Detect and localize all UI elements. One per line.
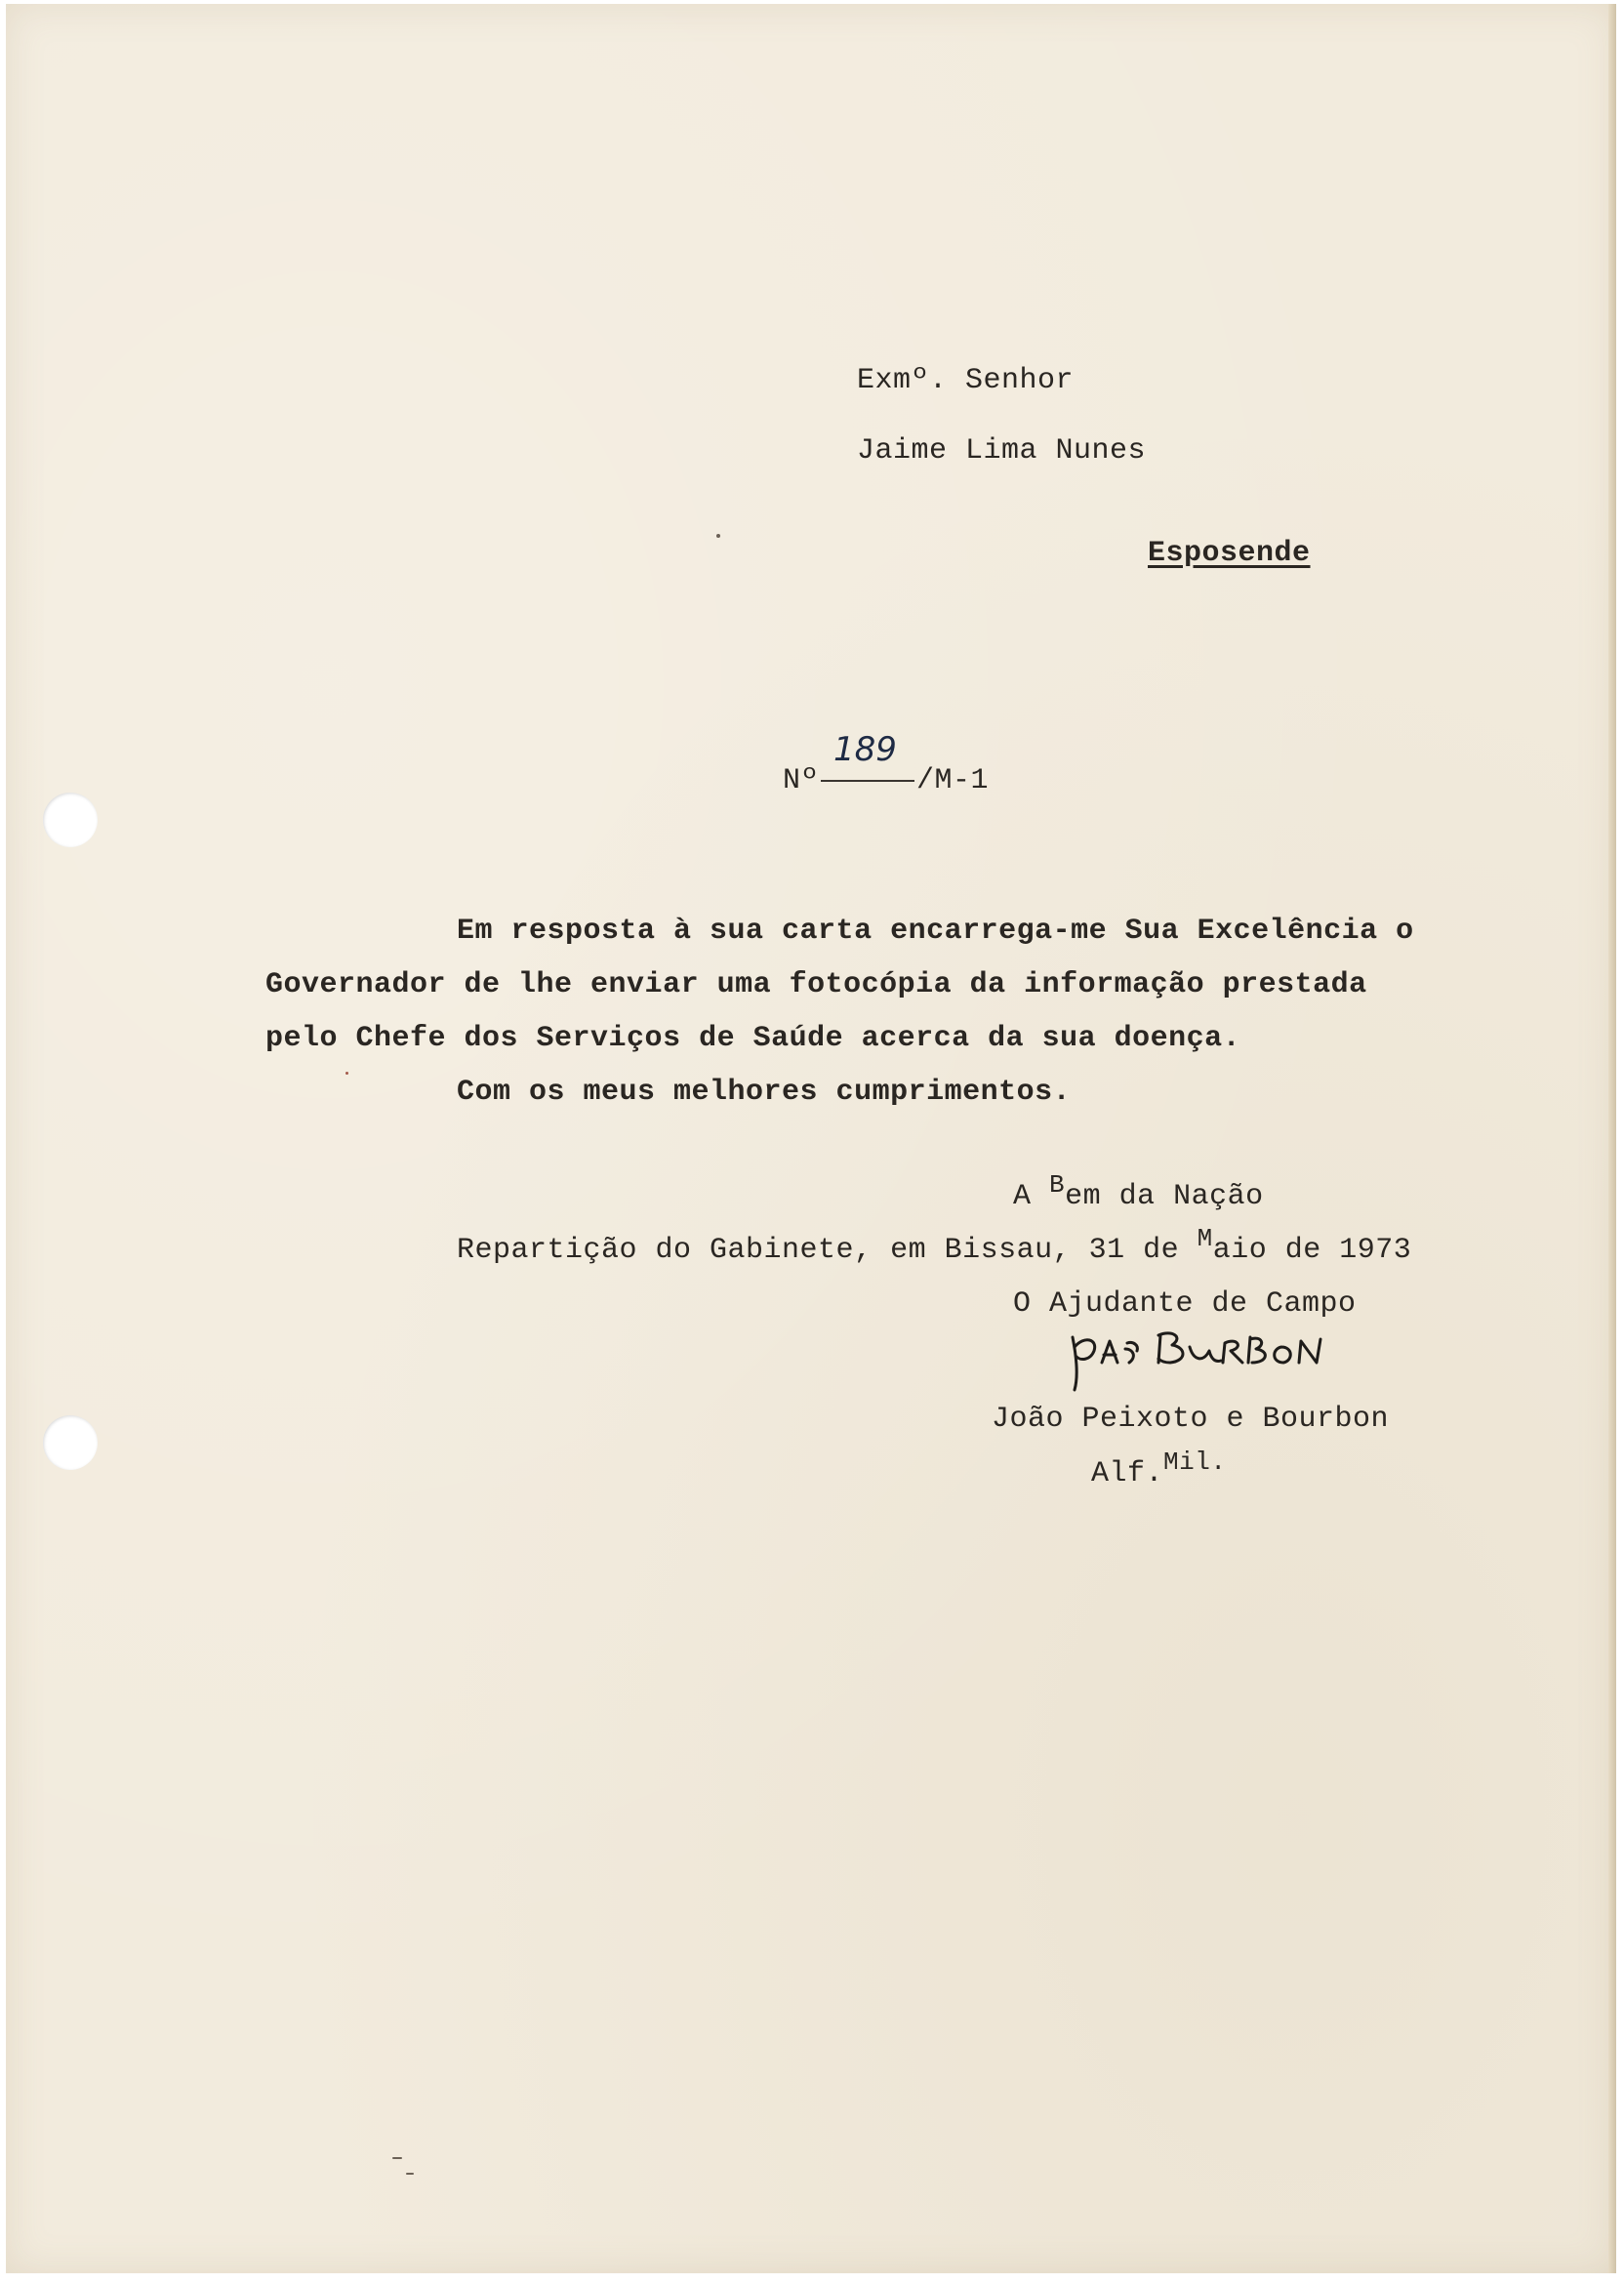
signer-rank: Alf.Mil. xyxy=(1091,1448,1227,1490)
salutation: Exmº. Senhor xyxy=(857,364,1075,397)
paper-speck xyxy=(345,1072,348,1075)
closing-motto: A Bem da Nação xyxy=(1013,1170,1264,1213)
reference-underline xyxy=(821,780,914,782)
punch-hole-upper xyxy=(43,793,98,847)
reference-suffix: /M-1 xyxy=(916,764,990,797)
page-edge xyxy=(1608,4,1616,2273)
paper-speck xyxy=(406,2173,414,2175)
body-line-4: Com os meus melhores cumprimentos. xyxy=(457,1076,1072,1109)
document-page xyxy=(6,4,1616,2273)
handwritten-signature xyxy=(1065,1318,1328,1396)
punch-hole-lower xyxy=(43,1415,98,1470)
recipient-place: Esposende xyxy=(1148,537,1311,570)
place-date: Repartição do Gabinete, em Bissau, 31 de Maio de 1973 xyxy=(457,1224,1412,1267)
paper-speck xyxy=(716,534,720,538)
signer-name: João Peixoto e Bourbon xyxy=(992,1403,1390,1436)
signer-title: O Ajudante de Campo xyxy=(1013,1287,1357,1321)
reference-number: 189 xyxy=(833,730,897,769)
body-line-1: Em resposta à sua carta encarrega-me Sua Excelência o xyxy=(457,915,1414,948)
reference-prefix: Nº xyxy=(783,764,820,797)
recipient-name: Jaime Lima Nunes xyxy=(857,434,1147,468)
paper-speck xyxy=(392,2157,402,2159)
body-line-2: Governador de lhe enviar uma fotocópia da informação prestada xyxy=(265,968,1367,1001)
body-line-3: pelo Chefe dos Serviços de Saúde acerca da sua doença. xyxy=(265,1022,1241,1055)
